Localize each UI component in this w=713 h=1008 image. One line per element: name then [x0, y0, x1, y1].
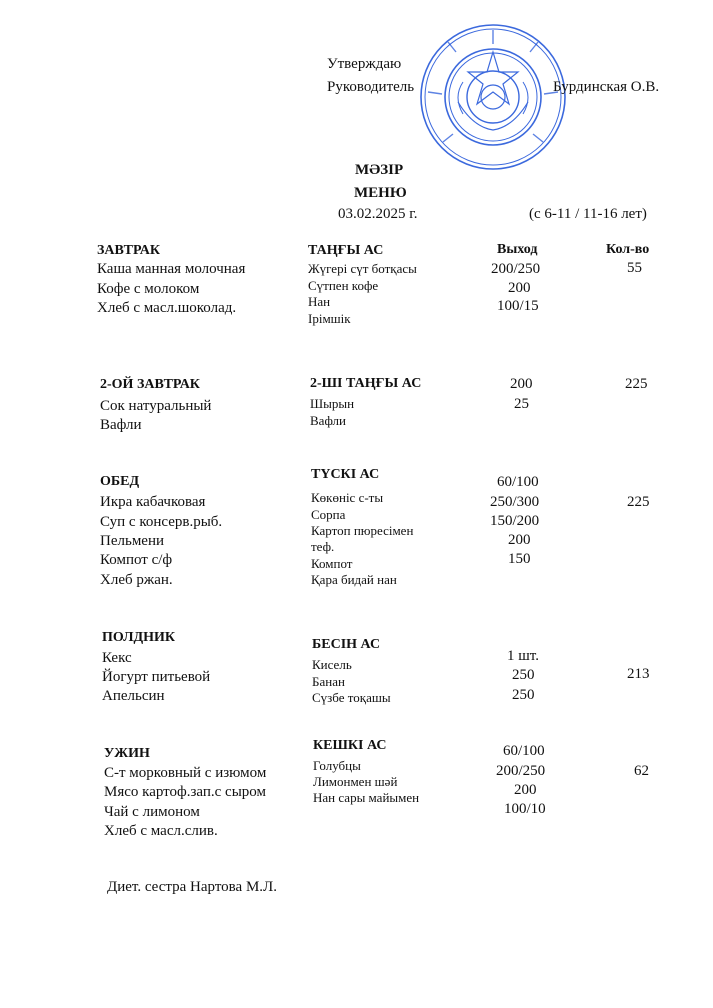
menu-item-ru: Суп с консерв.рыб. [100, 514, 223, 530]
portion-value: 150/200 [490, 513, 540, 529]
portion-value: 200 [508, 532, 531, 548]
dietitian-signature: Диет. сестра Нартова М.Л. [107, 879, 277, 895]
portion-value: 200/250 [496, 763, 546, 779]
menu-age: (с 6-11 / 11-16 лет) [529, 206, 647, 222]
approval-line1: Утверждаю [327, 56, 402, 72]
menu-item-ru: Каша манная молочная [97, 261, 246, 277]
menu-item-ru: Вафли [100, 417, 142, 433]
menu-item-kz: Лимонмен шәй [313, 774, 398, 789]
official-seal [418, 22, 568, 172]
menu-item-ru: Хлеб с масл.слив. [104, 823, 218, 839]
count-value: 62 [634, 763, 649, 779]
menu-date: 03.02.2025 г. [338, 206, 418, 222]
header-count: Кол-во [606, 242, 650, 257]
menu-item-ru: Кекс [102, 650, 132, 666]
portion-value: 100/10 [504, 801, 546, 817]
portion-value: 60/100 [497, 474, 539, 490]
menu-item-ru: Йогурт питьевой [102, 669, 211, 685]
portion-value: 200 [510, 376, 533, 392]
menu-item-ru: С-т морковный с изюмом [104, 765, 267, 781]
meal-title-kz: КЕШКІ АС [313, 738, 387, 753]
menu-item-kz: Шырын [310, 396, 355, 411]
portion-value: 200 [514, 782, 537, 798]
portion-value: 250/300 [490, 494, 540, 510]
menu-item-ru: Апельсин [102, 688, 165, 704]
portion-value: 250 [512, 687, 535, 703]
menu-item-ru: Кофе с молоком [97, 281, 200, 297]
portion-value: 25 [514, 396, 529, 412]
menu-item-ru: Хлеб ржан. [100, 572, 173, 588]
menu-item-kz: Қара бидай нан [311, 572, 397, 587]
menu-item-ru: Сок натуральный [100, 398, 212, 414]
count-value: 225 [625, 376, 648, 392]
approval-line2: Руководитель [327, 79, 415, 95]
portion-value: 60/100 [503, 743, 545, 759]
menu-item-kz: Жүгері сүт ботқасы [308, 261, 417, 276]
menu-item-kz: Голубцы [313, 758, 361, 773]
portion-value: 1 шт. [507, 648, 539, 664]
menu-item-kz: Вафли [310, 413, 346, 428]
menu-item-kz: Нан сары майымен [313, 790, 420, 805]
meal-title-ru: 2-ОЙ ЗАВТРАК [100, 377, 200, 392]
menu-item-ru: Чай с лимоном [104, 804, 200, 820]
menu-item-kz: Кисель [312, 657, 352, 672]
meal-title-kz: БЕСІН АС [312, 637, 381, 652]
meal-title-ru: ПОЛДНИК [102, 630, 176, 645]
menu-title-ru: МЕНЮ [354, 185, 407, 201]
menu-item-kz: теф. [311, 539, 335, 554]
menu-item-ru: Мясо картоф.зап.с сыром [104, 784, 267, 800]
portion-value: 150 [508, 551, 531, 567]
menu-item-kz: Көкөніс с-ты [311, 490, 384, 505]
meal-title-kz: 2-ШІ ТАҢҒЫ АС [310, 376, 422, 391]
menu-item-ru: Хлеб с масл.шоколад. [97, 300, 237, 316]
menu-item-kz: Сорпа [311, 507, 346, 522]
portion-value: 200 [508, 280, 531, 296]
menu-item-kz: Банан [312, 674, 345, 689]
meal-title-kz: ТАҢҒЫ АС [308, 243, 384, 258]
portion-value: 200/250 [491, 261, 541, 277]
count-value: 225 [627, 494, 650, 510]
count-value: 55 [627, 260, 642, 276]
meal-title-ru: УЖИН [104, 746, 150, 761]
menu-item-ru: Компот с/ф [100, 552, 173, 568]
count-value: 213 [627, 666, 650, 682]
menu-title-kz: МӘЗІР [355, 162, 404, 178]
menu-item-kz: Картоп пюресімен [311, 523, 414, 538]
menu-item-kz: Ірімшік [308, 311, 351, 326]
meal-title-ru: ЗАВТРАК [97, 243, 161, 258]
menu-item-kz: Сүтпен кофе [308, 278, 379, 293]
header-output: Выход [497, 242, 538, 257]
approval-name: Бурдинская О.В. [553, 79, 660, 95]
meal-title-ru: ОБЕД [100, 474, 140, 489]
portion-value: 250 [512, 667, 535, 683]
menu-item-kz: Сүзбе тоқашы [312, 690, 391, 705]
meal-title-kz: ТҮСКІ АС [311, 467, 380, 482]
menu-item-ru: Икра кабачковая [100, 494, 206, 510]
menu-item-kz: Нан [308, 294, 331, 309]
portion-value: 100/15 [497, 298, 539, 314]
menu-item-ru: Пельмени [100, 533, 165, 549]
menu-item-kz: Компот [311, 556, 353, 571]
